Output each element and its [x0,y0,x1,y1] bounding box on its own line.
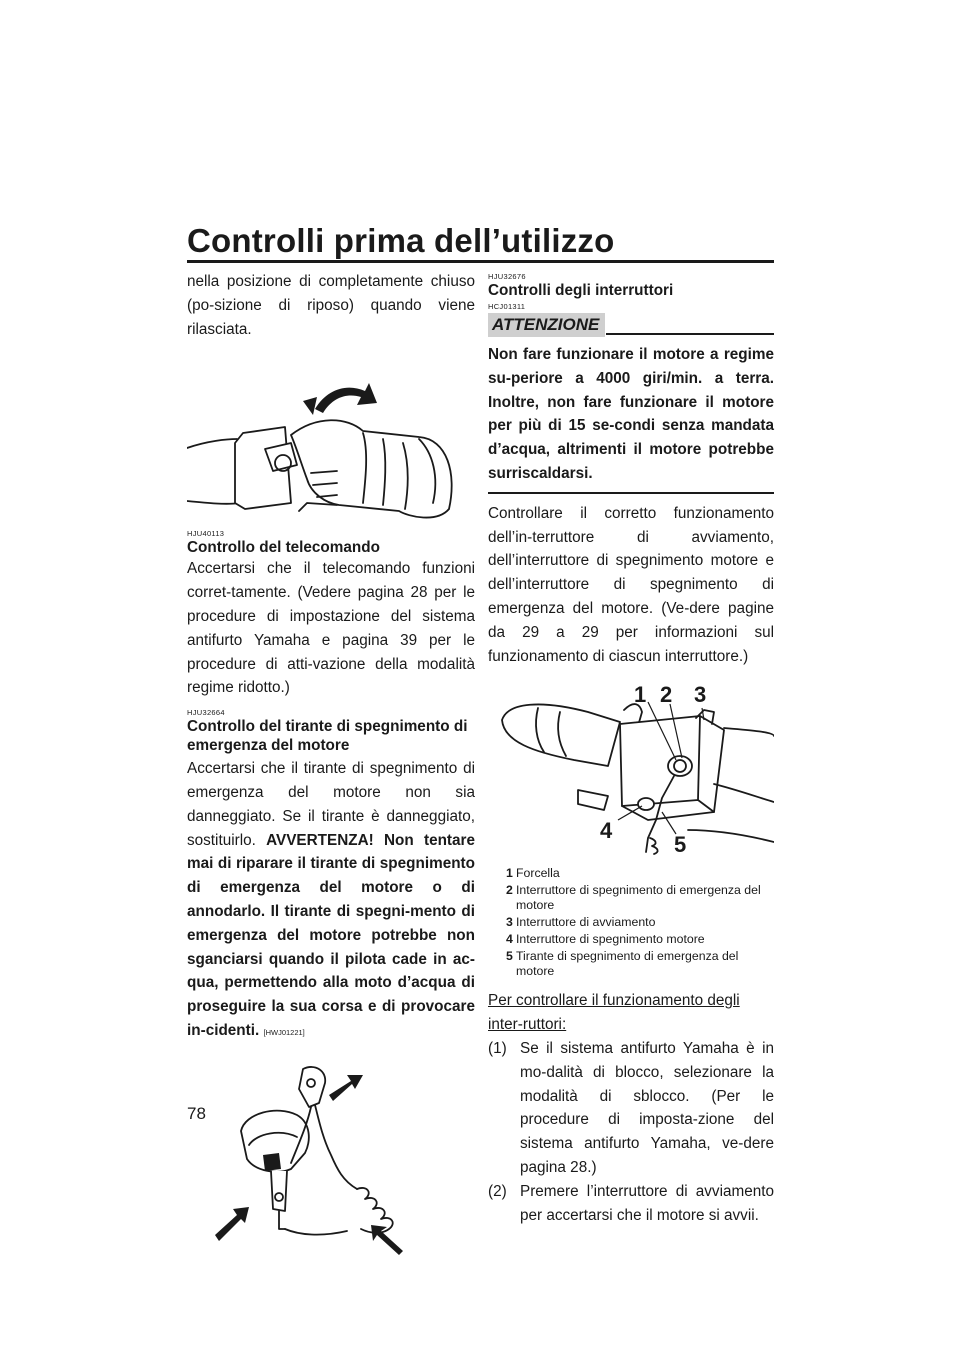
section-code: HJU40113 [187,529,225,539]
handlebar-switch-drawing [488,680,774,862]
legend-item: 3 Interruttore di avviamento [506,915,656,930]
rotation-arrow-icon [303,383,377,415]
callout-1: 1 [634,682,647,708]
intro-text: nella posizione di completamente chiuso (po-sizione di riposo) quando viene rilasciata. [187,273,475,338]
switches-body: Controllare il corretto funzionamento dell’in-terruttore di avviamento, dell’interruttore di spegnimento motore e dell’interruttore di spegnimento di emergenza del motore. (Ve-dere pagine da 29 a 29 per informazioni sul funzionamento di ciascun interruttore.) [488,504,774,665]
legend-item: 4 Interruttore di spegnimento motore [506,932,705,947]
callout-5: 5 [674,832,687,858]
callout-3: 3 [694,682,707,708]
warning-text: AVVERTENZA! Non tentare mai di riparare il tirante di spegnimento di emergenza del motore o di annodarlo. Il tirante di spegni-mento di emergenza del motore potrebbe non sganciarsi quando il pilota cade in ac-qua, permettendo alla moto d’acqua di proseguire la sua corsa e di provocare in-cidenti. [187,831,475,1039]
legend-item: 2 Interruttore di spegnimento di emergenza del motore [506,883,761,913]
page-number: 78 [187,1104,206,1123]
warning-code: [HWJ01221] [263,1027,305,1037]
section-title-remote: Controllo del telecomando [187,539,380,557]
section-title-lanyard: Controllo del tirante di spegnimento di emergenza del motore [187,718,468,755]
lanyard-drawing [187,1059,475,1269]
legend-item: 1 Forcella [506,866,560,881]
caution-header [488,313,774,339]
figure-legend [506,866,774,979]
remote-body: Accertarsi che il telecomando funzioni corret-tamente. (Vedere pagina 28 per le procedure di impostazione del sistema antifurto Yamaha e pagina 39 per le procedure di atti-vazione della modalità regime ridotto.) [187,560,475,697]
page-title: Controlli prima dell’utilizzo [187,222,615,259]
right-column [488,270,774,1227]
callout-4: 4 [600,818,613,844]
procedure-step: (1) Se il sistema antifurto Yamaha è in mo-dalità di blocco, selezionare la modalità di sblocco. (Per le procedure di imposta-zione del sistema antifurto Yamaha, ve-dere pagina 28.) [488,1039,774,1176]
section-title-switches: Controlli degli interruttori [488,282,674,299]
caution-label: ATTENZIONE [488,313,605,337]
title-rule [187,260,774,263]
section-code: HJU32676 [488,272,526,281]
caution-rule [606,333,774,335]
callout-2: 2 [660,682,673,708]
caution-end-rule [488,492,774,494]
caution-text: Non fare funzionare il motore a regime su-periore a 4000 giri/min. a terra. Inoltre, non fare funzionare il motore per più di 15 se-condi senza mandata d’acqua, altrimenti il motore potrebbe surriscaldarsi. [488,346,774,482]
section-code: HJU32664 [187,708,225,718]
left-column [187,270,475,1269]
procedure-step: (2) Premere l’interruttore di avviamento per accertarsi che il motore si avvii. [488,1182,774,1224]
lanyard-body: Accertarsi che il tirante di spegnimento di emergenza del motore non sia danneggiato. Se il tirante è danneggiato, sostituirlo. AVVERTENZA! Non tentare mai di riparare il tirante di spegnimento di emergenza del motore o di annodarlo. Il tirante di spegni-mento di emergenza del motore potrebbe non sganciarsi quando il pilota cade in ac-qua, permettendo alla moto d’acqua di proseguire la sua corsa e di provocare in-cidenti. [HWJ01221] [187,760,475,1039]
throttle-hand-drawing [187,353,475,525]
caution-code: HCJ01311 [488,302,526,311]
lanyard-illustration [187,1059,475,1269]
throttle-illustration [187,353,475,525]
legend-item: 5 Tirante di spegnimento di emergenza del motore [506,949,739,979]
procedure-title: Per controllare il funzionamento degli inter-ruttori: [488,992,740,1034]
handlebar-switch-illustration [488,680,774,862]
